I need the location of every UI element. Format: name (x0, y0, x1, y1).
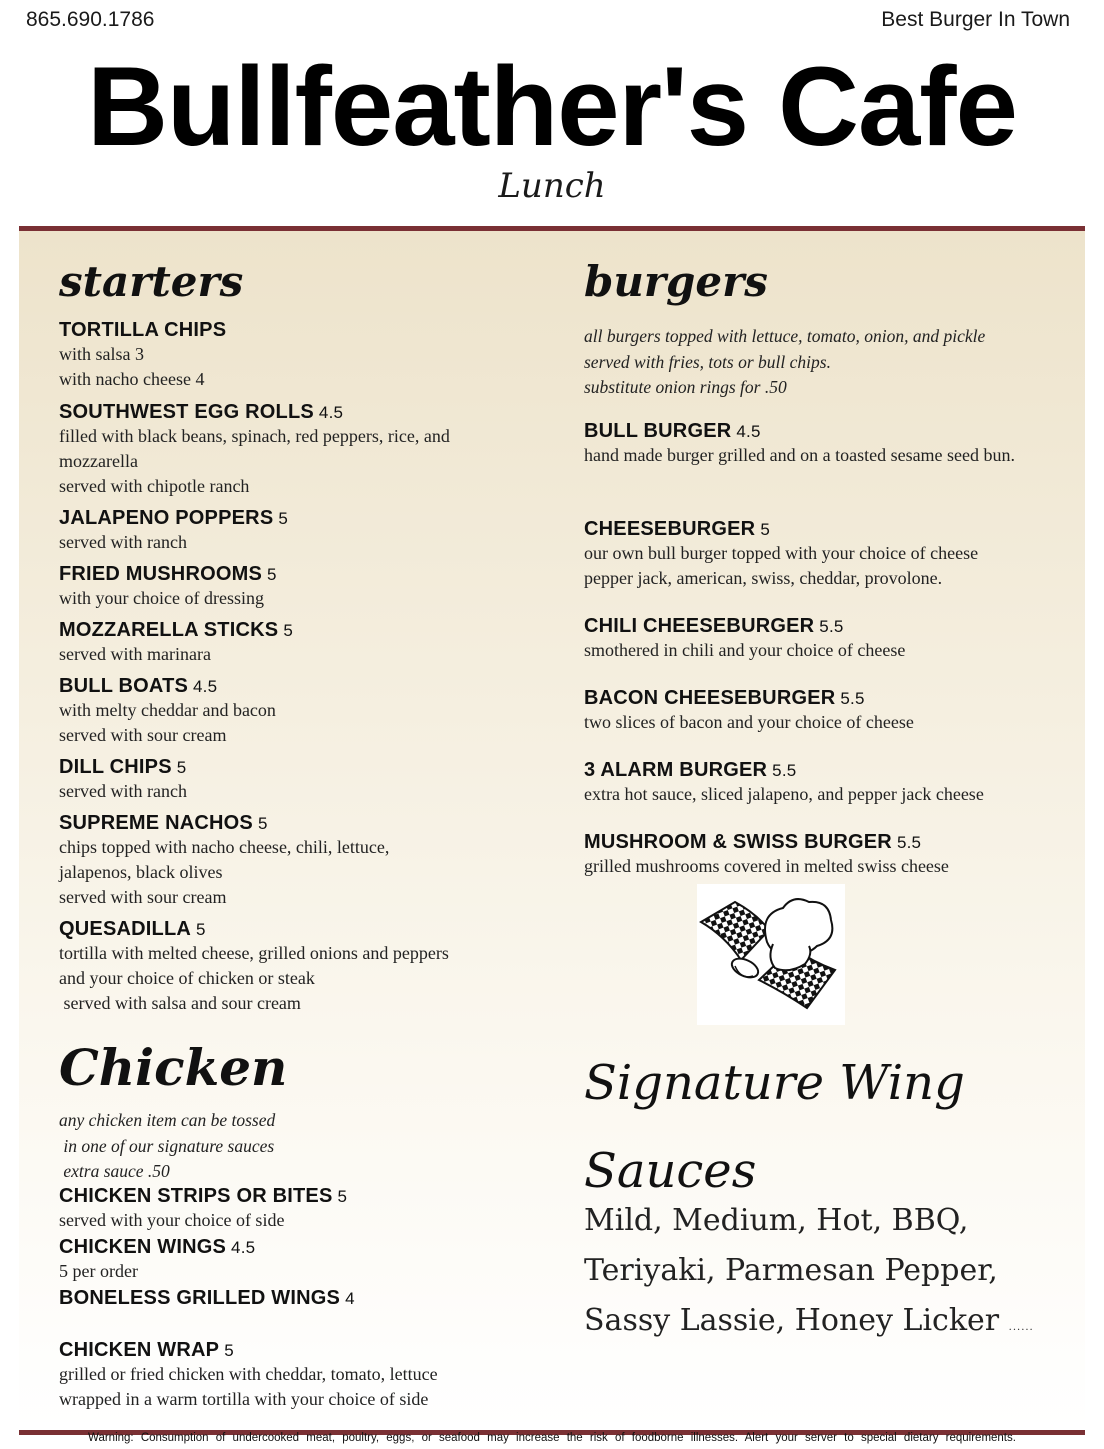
item-price: 4.5 (231, 1238, 256, 1257)
item-name: JALAPENO POPPERS (59, 507, 274, 529)
item-desc: 5 per order (59, 1261, 138, 1281)
starter-item-jalapeno-poppers (59, 507, 288, 555)
starter-item-supreme-nachos (59, 812, 459, 910)
item-desc: served with ranch (59, 532, 187, 552)
burger-item-chili-cheeseburger (584, 615, 905, 663)
starter-item-mozzarella-sticks (59, 619, 293, 667)
item-name: DILL CHIPS (59, 756, 172, 778)
item-name: BULL BOATS (59, 675, 189, 697)
menu-panel (19, 226, 1085, 1435)
item-price: 4.5 (193, 677, 218, 696)
item-desc: chips topped with nacho cheese, chili, lettuce, jalapenos, black olives (59, 837, 390, 882)
note-line: all burgers topped with lettuce, tomato, onion, and pickle (584, 326, 986, 346)
chef-flag-emblem (697, 884, 845, 1025)
sauces-list (584, 1196, 1054, 1353)
item-desc: with your choice of dressing (59, 588, 264, 608)
chicken-heading: Chicken (59, 1038, 288, 1097)
sauce-names: Mild, Medium, Hot, BBQ, Teriyaki, Parmesan Pepper, Sassy Lassie, Honey Licker (584, 1203, 1000, 1338)
item-desc: two slices of bacon and your choice of cheese (584, 712, 914, 732)
item-name: CHICKEN STRIPS OR BITES (59, 1185, 333, 1207)
burger-item-bull-burger (584, 420, 1054, 468)
starters-heading: starters (59, 257, 244, 306)
burger-item-cheeseburger (584, 518, 978, 591)
item-name: 3 ALARM BURGER (584, 759, 768, 781)
item-price: 5 (760, 520, 770, 539)
note-line: in one of our signature sauces (59, 1135, 275, 1156)
item-name: MUSHROOM & SWISS BURGER (584, 831, 892, 853)
item-name: CHEESEBURGER (584, 518, 756, 540)
item-desc: tortilla with melted cheese, grilled onions and peppers (59, 943, 449, 963)
burgers-heading: burgers (584, 257, 768, 306)
item-desc: served with sour cream (59, 887, 227, 907)
item-desc: served with sour cream (59, 725, 227, 745)
item-price: 5 (283, 621, 293, 640)
chef-hat-flag-icon (697, 884, 845, 1025)
sauces-heading: Signature Wing Sauces (584, 1055, 965, 1199)
item-name: BACON CHEESEBURGER (584, 687, 836, 709)
phone-number: 865.690.1786 (26, 8, 155, 31)
chicken-item-boneless-grilled-wings (59, 1287, 355, 1310)
chicken-item-wrap (59, 1339, 438, 1412)
item-price: 5 (196, 920, 206, 939)
footer-warning: Warning: Consumption of undercooked meat, poultry, eggs, or seafood may increase the risk of foodborne illnesses. Alert your server to special dietary requirements. (88, 1432, 1016, 1444)
item-price: 5.5 (772, 761, 797, 780)
starter-item-southwest-egg-rolls (59, 401, 529, 499)
item-name: SUPREME NACHOS (59, 812, 253, 834)
item-name: BULL BURGER (584, 420, 732, 442)
starter-item-tortilla-chips (59, 319, 226, 392)
item-price: 4.5 (736, 422, 761, 441)
item-desc: served with ranch (59, 781, 187, 801)
item-desc: pepper jack, american, swiss, cheddar, provolone. (584, 568, 943, 588)
item-price: 5 (176, 758, 187, 777)
item-desc: with nacho cheese 4 (59, 369, 205, 389)
chicken-notes (59, 1108, 275, 1185)
burger-notes (584, 324, 985, 401)
item-name: CHICKEN WINGS (59, 1236, 227, 1258)
item-price: 5 (278, 509, 289, 528)
note-line: extra sauce .50 (59, 1161, 170, 1181)
item-desc: grilled mushrooms covered in melted swiss cheese (584, 856, 949, 876)
trailing-dots: ...... (1008, 1322, 1034, 1333)
item-name: MOZZARELLA STICKS (59, 619, 279, 641)
item-desc: served with salsa and sour cream (59, 993, 301, 1013)
item-desc: filled with black beans, spinach, red peppers, rice, and mozzarella (59, 426, 450, 471)
item-price: 4 (345, 1289, 355, 1308)
item-desc: hand made burger grilled and on a toasted sesame seed bun. (584, 445, 1016, 465)
item-name: CHILI CHEESEBURGER (584, 615, 815, 637)
item-desc: served with chipotle ranch (59, 476, 250, 496)
item-desc: served with your choice of side (59, 1210, 285, 1230)
item-price: 5.5 (896, 833, 922, 852)
restaurant-name: Bullfeather's Cafe (87, 44, 1017, 169)
item-desc: with salsa 3 (59, 344, 144, 364)
item-price: 4.5 (318, 403, 344, 422)
item-desc: served with marinara (59, 644, 211, 664)
item-desc: our own bull burger topped with your choice of cheese (584, 543, 979, 563)
burger-item-3-alarm-burger (584, 759, 984, 807)
burger-item-mushroom-swiss-burger (584, 831, 949, 879)
menu-name: Lunch (498, 166, 606, 206)
chicken-item-strips-or-bites (59, 1185, 347, 1233)
chicken-item-wings (59, 1236, 255, 1284)
starter-item-quesadilla (59, 918, 449, 1016)
tagline: Best Burger In Town (881, 8, 1070, 31)
note-line: substitute onion rings for .50 (584, 377, 787, 397)
item-name: QUESADILLA (59, 918, 191, 940)
item-price: 5 (257, 814, 268, 833)
item-name: BONELESS GRILLED WINGS (59, 1287, 341, 1309)
item-name: TORTILLA CHIPS (59, 319, 227, 341)
starter-item-bull-boats (59, 675, 276, 748)
item-price: 5 (224, 1341, 234, 1360)
item-name: SOUTHWEST EGG ROLLS (59, 401, 314, 423)
item-price: 5 (337, 1187, 348, 1206)
item-desc: grilled or fried chicken with cheddar, tomato, lettuce (59, 1364, 438, 1384)
note-line: served with fries, tots or bull chips. (584, 351, 831, 372)
burger-item-bacon-cheeseburger (584, 687, 914, 735)
note-line: any chicken item can be tossed (59, 1110, 276, 1130)
starter-item-fried-mushrooms (59, 563, 277, 611)
item-desc: and your choice of chicken or steak (59, 968, 315, 988)
top-bar (26, 8, 1070, 36)
item-desc: extra hot sauce, sliced jalapeno, and pepper jack cheese (584, 784, 984, 804)
item-desc: with melty cheddar and bacon (59, 700, 276, 720)
item-desc: smothered in chili and your choice of cheese (584, 640, 906, 660)
item-price: 5.5 (819, 617, 844, 636)
item-name: FRIED MUSHROOMS (59, 563, 262, 585)
starter-item-dill-chips (59, 756, 187, 804)
item-price: 5.5 (840, 689, 865, 708)
item-name: CHICKEN WRAP (59, 1339, 220, 1361)
item-price: 5 (267, 565, 277, 584)
item-desc: wrapped in a warm tortilla with your choice of side (59, 1389, 429, 1409)
